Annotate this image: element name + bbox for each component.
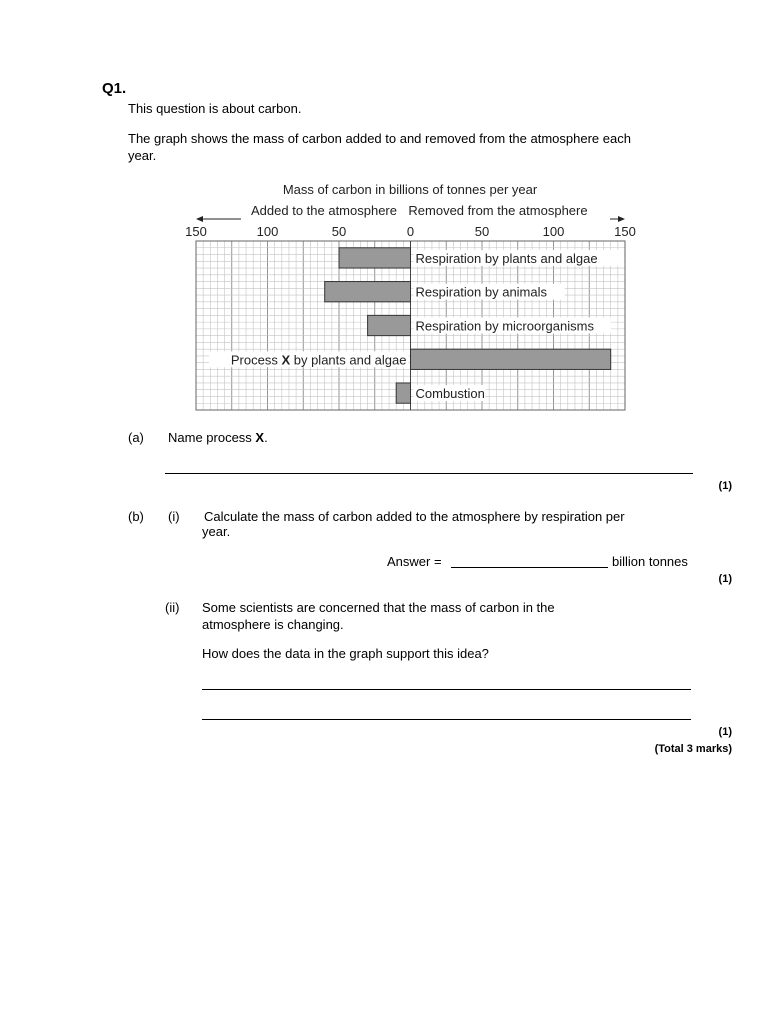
bar-label: Combustion [415, 386, 485, 402]
tick-label: 50 [474, 224, 490, 239]
part-b-ii-answer-line-1[interactable] [202, 689, 691, 690]
bar-label: Respiration by microorganisms [415, 318, 594, 334]
tick-label: 150 [185, 224, 207, 239]
tick-label: 150 [614, 224, 636, 239]
chart-left-label: Added to the atmosphere [251, 203, 397, 218]
part-b-i-marks: (1) [718, 573, 732, 585]
question-number: Q1. [102, 80, 127, 97]
part-b-ii-question-line1: Some scientists are concerned that the mass of carbon in the [202, 600, 555, 615]
chart-right-label: Removed from the atmosphere [408, 203, 588, 218]
part-a-question: Name process X. [168, 430, 268, 445]
part-b-ii-answer-line-2[interactable] [202, 719, 691, 720]
part-b-ii-question-line2: atmosphere is changing. [202, 617, 344, 632]
right-arrowhead-icon [618, 216, 625, 222]
part-a-label: (a) [128, 430, 144, 445]
carbon-bar-chart [170, 178, 640, 418]
tick-label: 100 [542, 224, 565, 239]
tick-label: 0 [406, 224, 415, 239]
part-a-answer-line[interactable] [165, 473, 693, 474]
part-b-ii-prompt: How does the data in the graph support this idea? [202, 646, 489, 661]
part-b-i-answer-unit: billion tonnes [612, 554, 688, 569]
chart-bar [411, 349, 611, 369]
part-b-i-answer-line[interactable] [451, 567, 608, 568]
part-a-marks: (1) [718, 480, 732, 492]
part-b-label: (b) [128, 509, 144, 524]
chart-bar [396, 383, 410, 403]
chart-bar [368, 315, 411, 335]
part-b-i-question-line1: Calculate the mass of carbon added to the atmosphere by respiration per [204, 509, 625, 524]
part-b-ii-label: (ii) [165, 600, 180, 615]
tick-label: 50 [331, 224, 347, 239]
part-b-i-label: (i) [168, 509, 180, 524]
bar-label: Respiration by animals [415, 284, 548, 300]
total-marks: (Total 3 marks) [654, 743, 732, 755]
chart-bar [325, 282, 411, 302]
left-arrowhead-icon [196, 216, 203, 222]
axis-ticks [185, 224, 636, 239]
bar-label: Process X by plants and algae [230, 352, 407, 368]
graph-intro-line2: year. [128, 148, 157, 163]
part-b-ii-marks: (1) [718, 726, 732, 738]
part-b-i-answer-label: Answer = [387, 554, 442, 569]
bar-labels [209, 250, 624, 401]
graph-intro-line1: The graph shows the mass of carbon added to and removed from the atmosphere each [128, 131, 631, 146]
tick-label: 100 [256, 224, 279, 239]
question-intro: This question is about carbon. [128, 101, 302, 116]
chart-title: Mass of carbon in billions of tonnes per year [282, 182, 538, 197]
chart-bar [339, 248, 411, 268]
bar-label: Respiration by plants and algae [415, 250, 598, 266]
part-b-i-question-line2: year. [202, 524, 231, 539]
